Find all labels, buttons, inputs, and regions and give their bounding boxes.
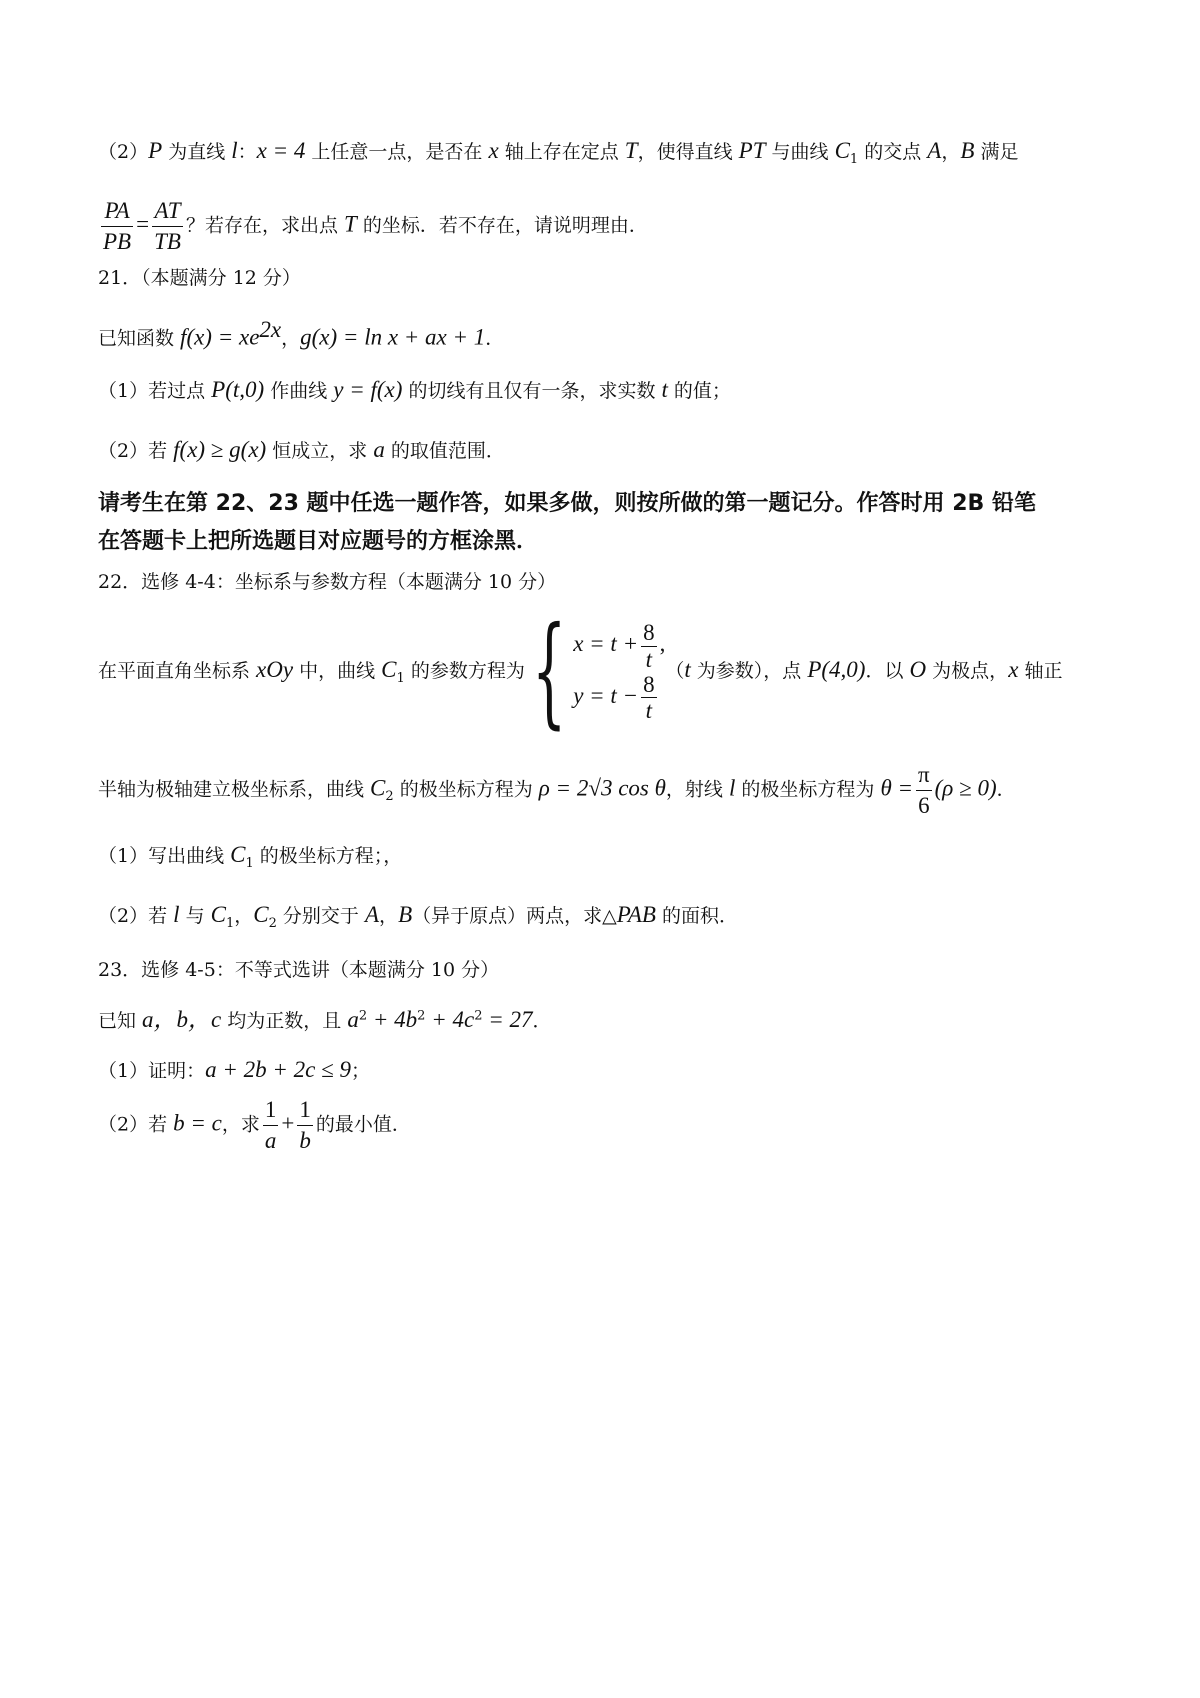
math: f(x) ≥ g(x) [173,437,267,462]
q22-line2 [98,760,1016,821]
math: T [343,211,357,237]
text: ． [532,1010,552,1032]
text: 轴上存在定点 [498,141,625,163]
text: ． [996,778,1016,801]
math: PAB [616,902,656,927]
text: 在平面直角坐标系 [98,660,257,682]
subscript: 1 [396,670,405,686]
math: xOy [256,657,294,682]
math: x [488,138,499,163]
math: l [231,138,238,163]
math: t [684,657,691,682]
text: （2）若 [98,440,174,462]
math: x = t + [573,631,639,657]
text: （异于原点）两点，求△ [412,905,617,927]
q20-part2-line1 [98,136,1018,169]
plus: + [281,1110,295,1136]
denominator: TB [152,226,183,257]
numerator: π [918,762,930,787]
math: B [960,138,975,163]
math: A [927,138,942,163]
math: l [728,775,736,801]
fraction-pi-6 [916,760,932,821]
notice-line1: 请考生在第 22、23 题中任选一题作答，如果多做，则按所做的第一题记分。作答时用 2B 铅笔 [98,491,1036,516]
text: ， [379,905,399,927]
q20-part2-line2 [98,196,648,257]
fraction-1-a [263,1095,279,1156]
math: O [909,657,927,682]
text: （2） [98,141,149,163]
text: 上任意一点，是否在 [305,141,489,163]
math: P(4,0) [807,657,866,682]
text: 与曲线 [765,141,835,163]
text: 的值； [667,380,731,402]
numerator: 1 [299,1097,311,1122]
q21-title: 21．（本题满分 12 分） [98,267,301,289]
math: a [373,437,385,462]
q21-part2 [98,435,505,465]
text: （2）若 [98,905,174,927]
math: C [253,902,269,927]
math: a + 2b + 2c ≤ 9 [205,1057,351,1082]
q22-line1 [98,602,1063,741]
text: 与 [179,905,211,927]
math: + 4b [367,1007,418,1032]
subscript: 2 [268,915,277,931]
math: θ = [880,775,914,801]
fraction [641,672,657,724]
math: C [230,842,246,867]
text: ，射线 [665,778,729,801]
text: 为极点， [926,660,1009,682]
superscript: 2 [358,1008,368,1024]
subscript: 1 [849,151,859,167]
text: 均为正数，且 [221,1010,348,1032]
text: ： [237,141,257,163]
math: P [148,138,163,163]
math: B [398,902,413,927]
superscript: 2 [474,1008,483,1024]
math: C [381,657,397,682]
math: t [661,377,668,402]
system-row-x [573,620,665,672]
fraction-at-tb [152,196,183,257]
text: ？若存在，求出点 [185,214,344,237]
text: 的交点 [858,141,928,163]
fraction-1-b [297,1095,313,1156]
q23-part1 [98,1055,370,1085]
superscript: 2x [259,317,282,342]
q21-part1 [98,375,731,405]
text: 半轴为极轴建立极坐标系，曲线 [98,778,371,801]
numerator: PA [104,198,130,223]
parametric-system [573,620,665,723]
math: l [173,902,180,927]
math: y = f(x) [333,377,403,402]
denominator: t [641,646,657,672]
q22-part2 [98,900,738,933]
text: ，使得直线 [637,141,739,163]
text: ， [941,141,961,163]
fraction-pa-pb [101,196,133,257]
text: 的取值范围． [384,440,505,462]
math: (ρ ≥ 0) [934,775,997,801]
subscript: 1 [225,915,235,931]
numerator: 1 [264,1097,277,1122]
subscript: 2 [385,789,394,805]
text: 的极坐标方程为 [393,778,539,801]
subscript: 1 [245,855,254,871]
text: 为直线 [162,141,232,163]
text: 已知函数 [98,327,181,350]
text: （1）若过点 [98,380,212,402]
math: C [210,902,226,927]
denominator: a [263,1125,279,1156]
math: y = t − [573,683,639,709]
text: 中，曲线 [293,660,382,682]
text: 的极坐标方程；， [253,845,403,867]
text: （1）写出曲线 [98,845,231,867]
comma: , [659,631,666,657]
q22-part1 [98,840,402,873]
text: ； [350,1060,370,1082]
text: 的最小值． [315,1113,411,1136]
text: （2）若 [98,1113,174,1136]
q23-title: 23．选修 4-5：不等式选讲（本题满分 10 分） [98,959,500,981]
math: b = c [173,1110,222,1136]
math: = 27 [482,1007,533,1032]
left-brace: { [531,602,567,741]
text: 的极坐标方程为 [735,778,881,801]
math: P(t,0) [211,377,265,402]
text: （1）证明： [98,1060,206,1082]
text: 分别交于 [276,905,365,927]
text: （ [665,660,685,682]
superscript: 2 [417,1008,426,1024]
math: x = 4 [256,138,306,163]
text: ， [234,905,254,927]
numerator: AT [154,198,181,223]
q22-title: 22．选修 4-4：坐标系与参数方程（本题满分 10 分） [98,571,557,593]
denominator: PB [101,226,133,257]
math: + 4c [425,1007,475,1032]
q23-part2 [98,1095,411,1156]
text: 的切线有且仅有一条，求实数 [402,380,662,402]
q21-given [98,315,504,352]
math: (x) = ln x + ax + 1 [311,324,486,350]
text: ．以 [865,660,910,682]
q23-given [98,1005,552,1035]
text: ，求 [221,1113,260,1136]
denominator: t [641,697,657,723]
system-row-y [573,672,665,724]
math: PT [738,138,766,163]
math: a，b，c [142,1007,222,1032]
numerator: 8 [643,672,655,697]
denominator: b [297,1125,313,1156]
equals: = [136,211,150,237]
fraction [641,620,657,672]
math: C [834,138,850,163]
text: 的坐标．若不存在，请说明理由． [356,214,648,237]
math: ρ = 2√3 cos θ [538,775,666,801]
text: 恒成立，求 [266,440,374,462]
math: T [624,138,638,163]
text: 的参数方程为 [404,660,525,682]
text: 轴正 [1018,660,1063,682]
denominator: 6 [916,790,932,821]
numerator: 8 [643,620,655,646]
math: C [370,775,386,801]
math: g [300,324,312,350]
text: 满足 [974,141,1019,163]
math: A [364,902,380,927]
math: a [347,1007,359,1032]
text: ． [485,327,505,350]
text: 作曲线 [264,380,334,402]
text: ， [281,327,301,350]
text: 的面积． [655,905,738,927]
math: f [180,324,187,350]
text: 为参数），点 [690,660,808,682]
math: (x) = xe [186,324,260,350]
math: x [1008,657,1019,682]
notice-line2: 在答题卡上把所选题目对应题号的方框涂黑． [98,529,539,554]
text: 已知 [98,1010,143,1032]
